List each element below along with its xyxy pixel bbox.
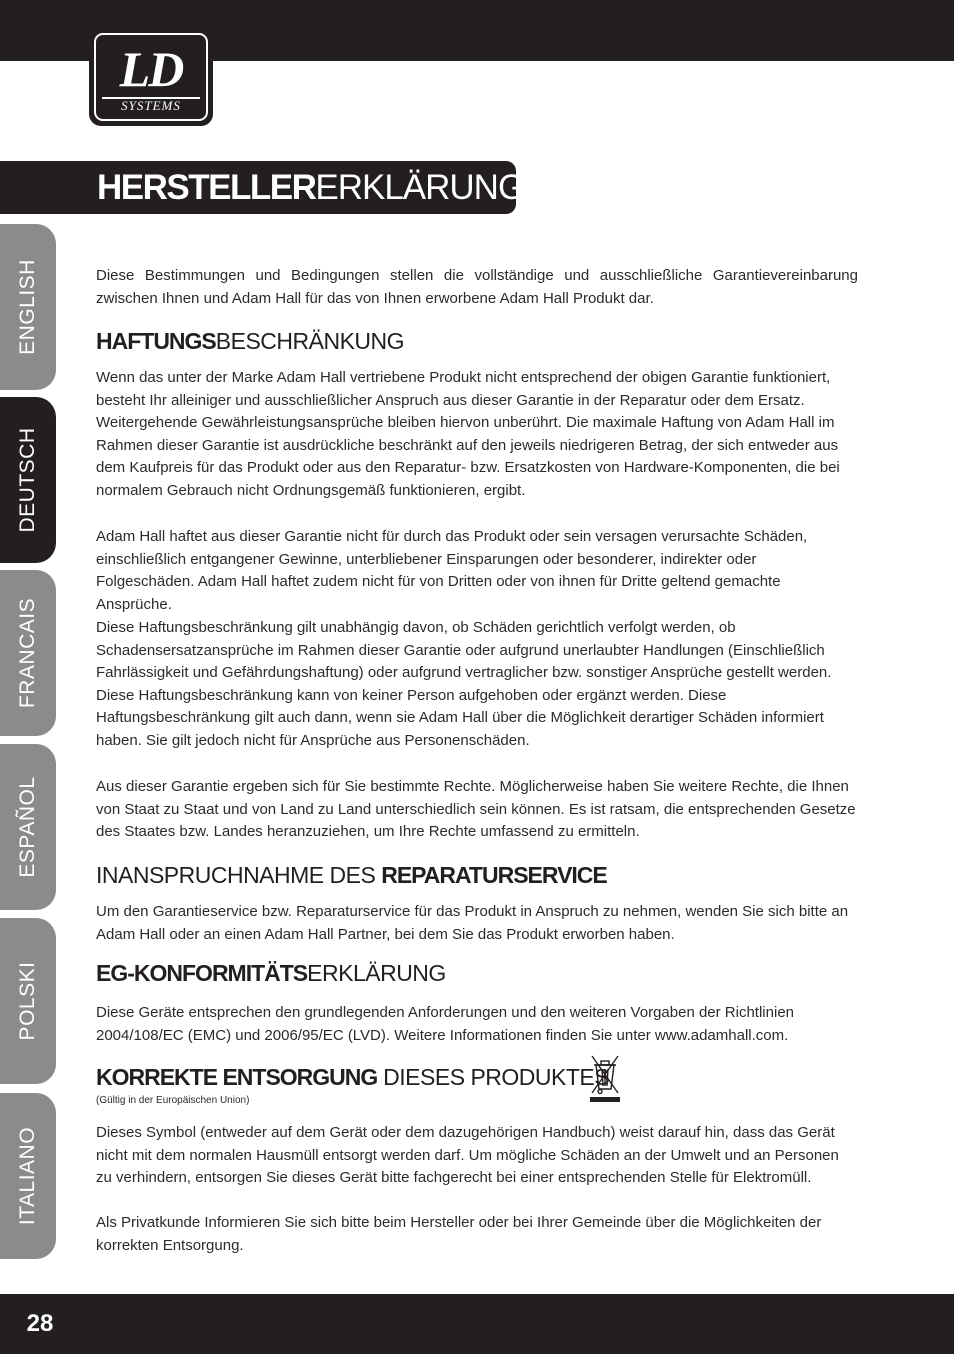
logo-ld-text: LD — [119, 41, 183, 97]
disposal-heading-bold: KORREKTE ENTSORGUNG — [96, 1064, 378, 1090]
ld-systems-logo — [89, 28, 213, 126]
language-tab-deutsch[interactable] — [0, 397, 56, 563]
language-tab-label: POLSKI — [16, 961, 39, 1041]
disposal-heading — [96, 1063, 858, 1091]
conformity-heading-bold: EG-KONFORMITÄTS — [96, 960, 308, 986]
language-tab-label: DEUTSCH — [16, 427, 39, 533]
liability-paragraph-3: Diese Haftungsbeschränkung gilt unabhängig davon, ob Schäden gerichtlich verfolgt werden, ob Schadensersatzansprüche im Rahmen dieser Garantie oder aufgrund unerlaubter Handlungen (Einschließlich Fahrlässigkeit und Gefährdungshaftung) oder aufgrund vertraglicher bzw. sonstiger Ansprüche gestellt werden. Diese Haftungsbeschränkung kann von keiner Person aufgehoben oder ergänzt werden. Diese Haftungsbeschränkung gilt auch dann, wenn sie Adam Hall über die Möglichkeit derartiger Schäden informiert haben. Sie gilt jedoch nicht für Ansprüche aus Personenschäden. — [96, 619, 832, 749]
language-tab-label: ITALIANO — [16, 1126, 39, 1226]
disposal-paragraph-2: Als Privatkunde Informieren Sie sich bitte beim Hersteller oder bei Ihrer Gemeinde über die Möglichkeiten der korrekten Entsorgung. — [96, 1214, 822, 1254]
language-tab-english[interactable] — [0, 224, 56, 390]
page-title — [97, 166, 580, 210]
repair-heading-bold: REPARATURSERVICE — [381, 862, 607, 888]
language-tab-italiano[interactable] — [0, 1093, 56, 1259]
conformity-heading-light: ERKLÄRUNG — [307, 960, 446, 986]
liability-paragraph-4: Aus dieser Garantie ergeben sich für Sie bestimmte Rechte. Möglicherweise haben Sie weitere Rechte, die Ihnen von Staat zu Staat und von Land zu Land unterschiedlich sein können. Es ist ratsam, die entsprechenden Gesetze des Staates bzw. Landes heranzuziehen, um Ihre Rechte umfassend zu ermitteln. — [96, 778, 856, 841]
repair-heading — [96, 861, 858, 889]
disposal-heading-light: DIESES PRODUKTES — [377, 1064, 610, 1090]
language-tab-francais[interactable] — [0, 570, 56, 736]
intro-paragraph: Diese Bestimmungen und Bedingungen stellen die vollständige und ausschließliche Garantievereinbarung zwischen Ihnen und Adam Hall für das von Ihnen erworbene Adam Hall Produkt dar. — [96, 267, 858, 307]
conformity-paragraph: Diese Geräte entsprechen den grundlegenden Anforderungen und den weiteren Vorgaben der Richtlinien 2004/108/EC (EMC) und 2006/95/EC (LVD). Weitere Informationen finden Sie unter www.adamhall.com. — [96, 1004, 794, 1044]
liability-heading — [96, 327, 858, 355]
conformity-heading — [96, 959, 858, 987]
language-tab-espanol[interactable] — [0, 744, 56, 910]
page-title-light: ERKLÄRUNGEN: — [315, 168, 580, 207]
page-title-bold: HERSTELLER — [97, 168, 316, 207]
liability-heading-bold: HAFTUNGS — [96, 328, 216, 354]
liability-paragraph-1: Wenn das unter der Marke Adam Hall vertriebene Produkt nicht entsprechend der obigen Garantie funktioniert, besteht Ihr alleiniger und ausschließlicher Anspruch aus dieser Garantie in der Reparatur oder dem Ersatz. Weitergehende Gewährleistungsansprüche bleiben hiervon unberührt. Die maximale Haftung von Adam Hall im Rahmen dieser Garantie ist ausdrückliche beschränkt auf den jeweils niedrigeren Betrag, der sich entweder aus dem Kaufpreis für das Produkt oder aus den Reparatur- bzw. Ersatzkosten von Hardware-Komponenten, die bei normalem Gebrauch nicht Ordnungsgemäß funktionieren, ergibt. — [96, 369, 840, 499]
repair-paragraph: Um den Garantieservice bzw. Reparaturservice für das Produkt in Anspruch zu nehmen, wenden Sie sich bitte an Adam Hall oder an einen Adam Hall Partner, bei dem Sie das Produkt erworben haben. — [96, 903, 849, 943]
page-number: 28 — [26, 1310, 54, 1337]
disposal-note: (Gültig in der Europäischen Union) — [96, 1095, 250, 1106]
disposal-paragraph-1: Dieses Symbol (entweder auf dem Gerät oder dem dazugehörigen Handbuch) weist darauf hin, dass das Gerät nicht mit dem normalen Hausmüll entsorgt werden darf. Um mögliche Schäden an der Umwelt und an Personen zu verhindern, entsorgen Sie dieses Gerät bitte fachgerecht bei einer entsprechenden Stelle für Elektromüll. — [96, 1124, 839, 1187]
logo-frame — [94, 33, 208, 121]
language-tab-label: ESPAÑOL — [16, 776, 39, 878]
liability-heading-light: BESCHRÄNKUNG — [215, 328, 405, 354]
bottom-bar — [0, 1294, 954, 1354]
language-tab-polski[interactable] — [0, 918, 56, 1084]
liability-paragraph-2: Adam Hall haftet aus dieser Garantie nicht für durch das Produkt oder sein versagen verursachte Schäden, einschließlich entgangener Gewinne, unterbliebener Einsparungen oder besonderer, indirekter oder Folgeschäden. Adam Hall haftet zudem nicht für von Dritten oder von ihnen für Dritte geltend gemachte Ansprüche. — [96, 528, 808, 613]
language-tab-label: ENGLISH — [16, 259, 39, 355]
logo-systems-text: SYSTEMS — [121, 98, 181, 113]
repair-heading-light: INANSPRUCHNAHME DES — [96, 862, 382, 888]
language-tab-label: FRANCAIS — [16, 597, 39, 709]
